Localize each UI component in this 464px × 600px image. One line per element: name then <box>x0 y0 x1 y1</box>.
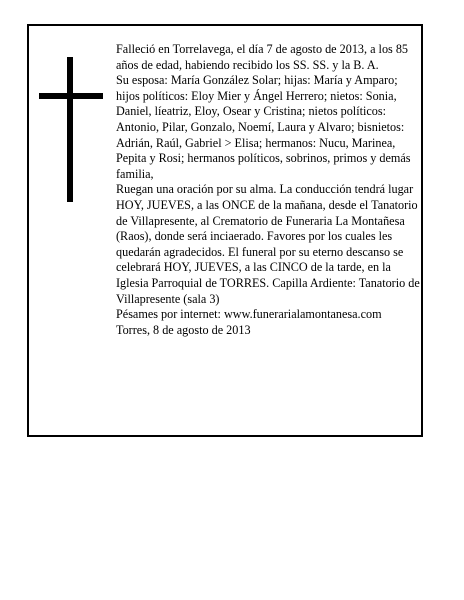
family-list: Su esposa: María González Solar; hijas: María y Amparo; hijos políticos: Eloy Mier y Ángel Herrero; nietos: Sonia, Daniel, líeatriz, Eloy, Osear y Cristina; nietos políticos: Antonio, Pilar, Gonzalo, Noemí, Laura y Alvaro; bisnietos: Adrián, Raúl, Gabriel > Elisa; hermanos: Nucu, Marinea, Pepita y Rosi; hermanos políticos, sobrinos, primos y demás familia, <box>116 73 411 181</box>
cross-vertical-bar <box>67 57 73 202</box>
condolences-website: Pésames por internet: www.funerarialamontanesa.com <box>116 307 382 322</box>
obituary-notice <box>27 24 423 437</box>
death-announcement: Falleció en Torrelavega, el día 7 de agosto de 2013, a los 85 años de edad, habiendo recibido los SS. SS. y la B. A. <box>116 42 409 72</box>
notice-place-date: Torres, 8 de agosto de 2013 <box>116 322 251 337</box>
funeral-details: Ruegan una oración por su alma. La conducción tendrá lugar HOY, JUEVES, a las ONCE de la mañana, desde el Tanatorio de Villapresente, al Crematorio de Funeraria La Montañesa (Raos), donde será inciaerado. Favores por los cuales les quedarán agradecidos. El funeral por su eterno descanso se celebrará HOY, JUEVES, a las CINCO de la tarde, en la Iglesia Parroquial de TORRES. Capilla Ardiente: Tanatorio de Villapresente (sala 3) <box>116 182 420 306</box>
latin-cross-icon <box>39 57 103 202</box>
cross-horizontal-bar <box>39 93 103 99</box>
notice-body <box>116 42 421 338</box>
